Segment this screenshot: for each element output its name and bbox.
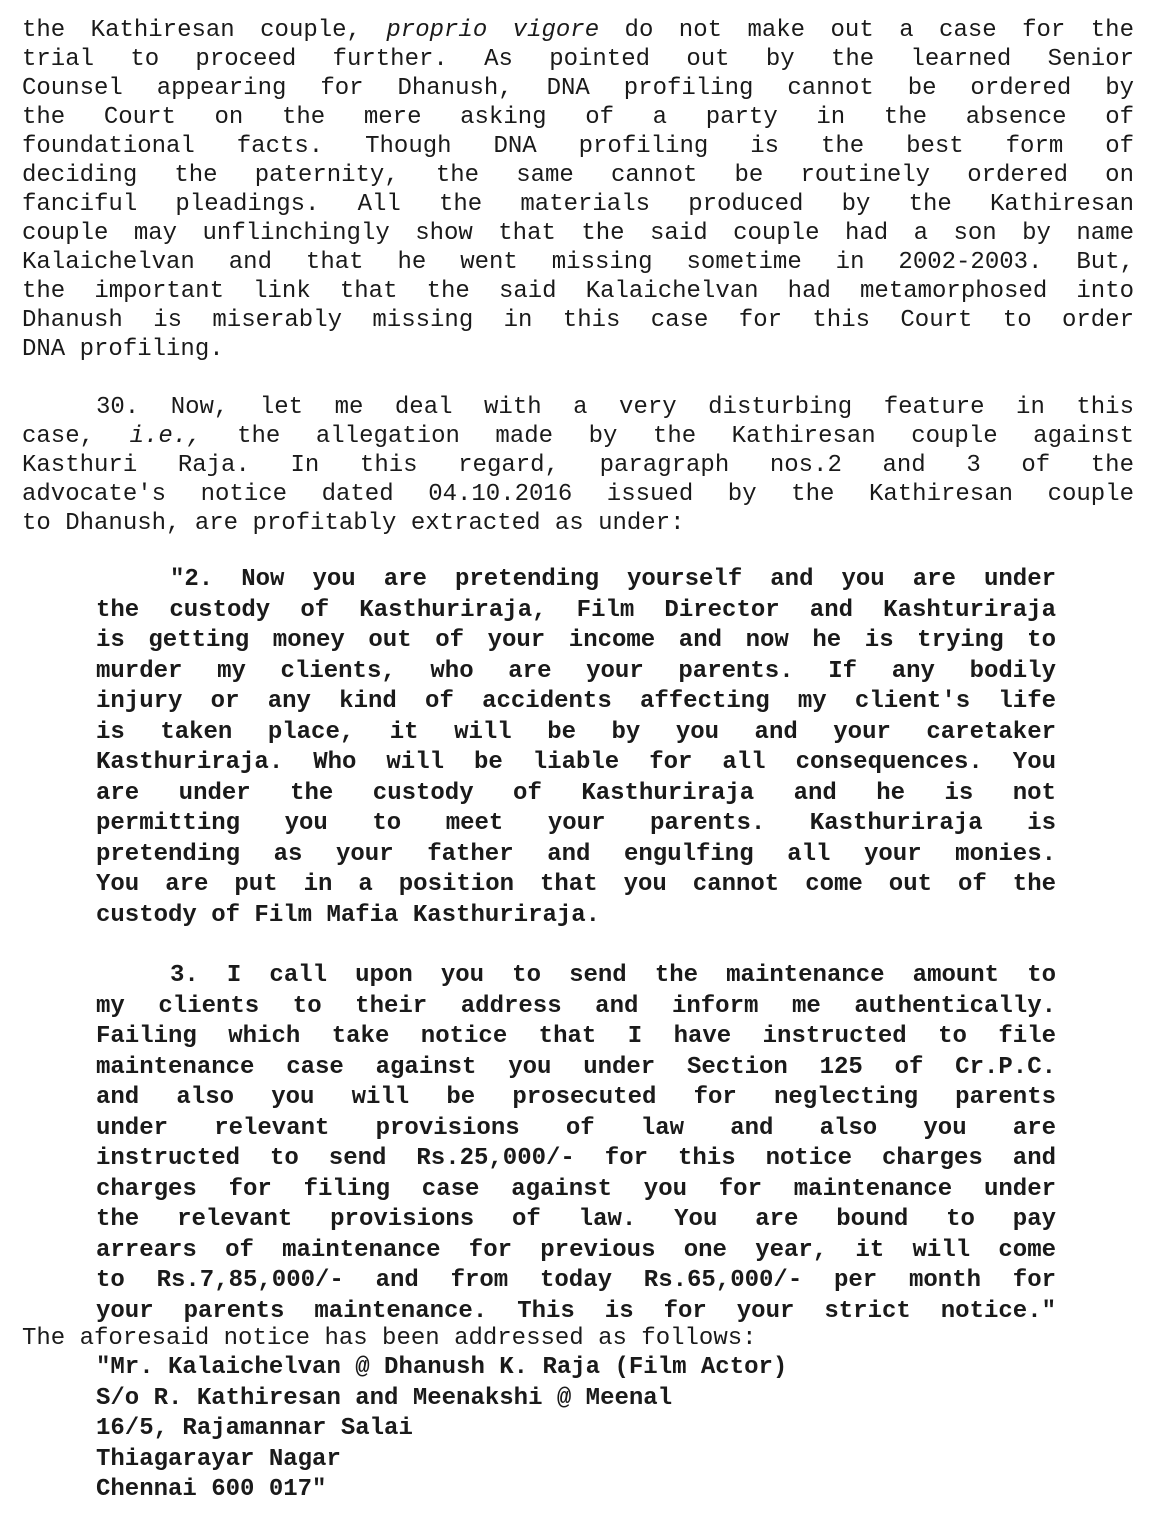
text-line: to Rs.7,85,000/- and from today Rs.65,000/- per month for bbox=[96, 1267, 1056, 1294]
text-line: arrears of maintenance for previous one year, it will come bbox=[96, 1236, 1056, 1264]
text-line: Kasthuri Raja. In this regard, paragraph nos.2 and 3 of the bbox=[22, 452, 1134, 479]
text-line: charges for filing case against you for maintenance under bbox=[96, 1175, 1056, 1203]
text-line: DNA profiling. bbox=[22, 336, 224, 363]
text-line: instructed to send Rs.25,000/- for this notice charges and bbox=[96, 1145, 1056, 1172]
text-line: under relevant provisions of law and also you are bbox=[96, 1114, 1056, 1142]
quoted-paragraph-3 bbox=[96, 961, 1056, 1327]
document-page bbox=[22, 16, 1134, 1506]
address-line: S/o R. Kathiresan and Meenakshi @ Meenal bbox=[96, 1384, 673, 1412]
text-line: "2. Now you are pretending yourself and you are under bbox=[170, 566, 1056, 593]
text-line: Kalaichelvan and that he went missing sometime in 2002-2003. But, bbox=[22, 249, 1134, 276]
text-line: your parents maintenance. This is for your strict notice." bbox=[96, 1297, 1056, 1325]
text-line: is taken place, it will be by you and your caretaker bbox=[96, 718, 1056, 746]
quoted-paragraph-2 bbox=[96, 565, 1056, 931]
text-line: to Dhanush, are profitably extracted as under: bbox=[22, 510, 685, 537]
text-line: You are put in a position that you cannot come out of the bbox=[96, 871, 1056, 898]
text-line bbox=[22, 16, 1134, 45]
text-line: the important link that the said Kalaichelvan had metamorphosed into bbox=[22, 278, 1134, 305]
text-line: permitting you to meet your parents. Kasthuriraja is bbox=[96, 810, 1056, 837]
text-line: Kasthuriraja. Who will be liable for all consequences. You bbox=[96, 749, 1056, 776]
text-line: Counsel appearing for Dhanush, DNA profiling cannot be ordered by bbox=[22, 75, 1134, 102]
text-line: the custody of Kasthuriraja, Film Director and Kashturiraja bbox=[96, 596, 1056, 624]
address-block bbox=[96, 1353, 1134, 1506]
paragraph-30 bbox=[22, 393, 1134, 538]
text-line: pretending as your father and engulfing all your monies. bbox=[96, 840, 1056, 868]
text-segment: do not make out a case for the bbox=[599, 17, 1134, 44]
text-segment: case, bbox=[22, 423, 130, 450]
text-line: 30. Now, let me deal with a very disturbing feature in this bbox=[96, 394, 1134, 421]
text-line: trial to proceed further. As pointed out by the learned Senior bbox=[22, 46, 1134, 73]
text-segment: the Kathiresan couple, bbox=[22, 17, 387, 44]
text-line: deciding the paternity, the same cannot be routinely ordered on bbox=[22, 162, 1134, 189]
text-line: 3. I call upon you to send the maintenance amount to bbox=[170, 962, 1056, 989]
italic-phrase: proprio vigore bbox=[386, 17, 600, 44]
address-line: "Mr. Kalaichelvan @ Dhanush K. Raja (Film Actor) bbox=[96, 1354, 788, 1381]
text-line: injury or any kind of accidents affecting my client's life bbox=[96, 688, 1056, 715]
text-line: and also you will be prosecuted for neglecting parents bbox=[96, 1084, 1056, 1111]
text-segment: the allegation made by the Kathiresan couple against bbox=[201, 423, 1134, 450]
text-line: foundational facts. Though DNA profiling is the best form of bbox=[22, 133, 1134, 160]
paragraph-address-intro bbox=[22, 1324, 1134, 1353]
text-line: is getting money out of your income and now he is trying to bbox=[96, 627, 1056, 654]
text-line: fanciful pleadings. All the materials produced by the Kathiresan bbox=[22, 191, 1134, 218]
text-line: Dhanush is miserably missing in this case for this Court to order bbox=[22, 307, 1134, 334]
text-line: are under the custody of Kasthuriraja and he is not bbox=[96, 779, 1056, 807]
address-line: 16/5, Rajamannar Salai bbox=[96, 1415, 413, 1442]
text-line: the relevant provisions of law. You are bound to pay bbox=[96, 1206, 1056, 1233]
text-line: couple may unflinchingly show that the said couple had a son by name bbox=[22, 220, 1134, 247]
address-line: Chennai 600 017" bbox=[96, 1476, 327, 1503]
address-line: Thiagarayar Nagar bbox=[96, 1445, 341, 1473]
paragraph-dna-profiling bbox=[22, 16, 1134, 364]
text-line: murder my clients, who are your parents. If any bodily bbox=[96, 657, 1056, 685]
text-line: custody of Film Mafia Kasthuriraja. bbox=[96, 901, 601, 929]
italic-phrase: i.e., bbox=[129, 423, 202, 450]
text-line bbox=[22, 422, 1134, 451]
text-line: my clients to their address and inform me authentically. bbox=[96, 992, 1056, 1020]
text-line: maintenance case against you under Section 125 of Cr.P.C. bbox=[96, 1053, 1056, 1081]
text-line: the Court on the mere asking of a party in the absence of bbox=[22, 104, 1134, 131]
text-line: The aforesaid notice has been addressed as follows: bbox=[22, 1325, 757, 1352]
text-line: advocate's notice dated 04.10.2016 issued by the Kathiresan couple bbox=[22, 481, 1134, 508]
text-line: Failing which take notice that I have instructed to file bbox=[96, 1023, 1056, 1050]
